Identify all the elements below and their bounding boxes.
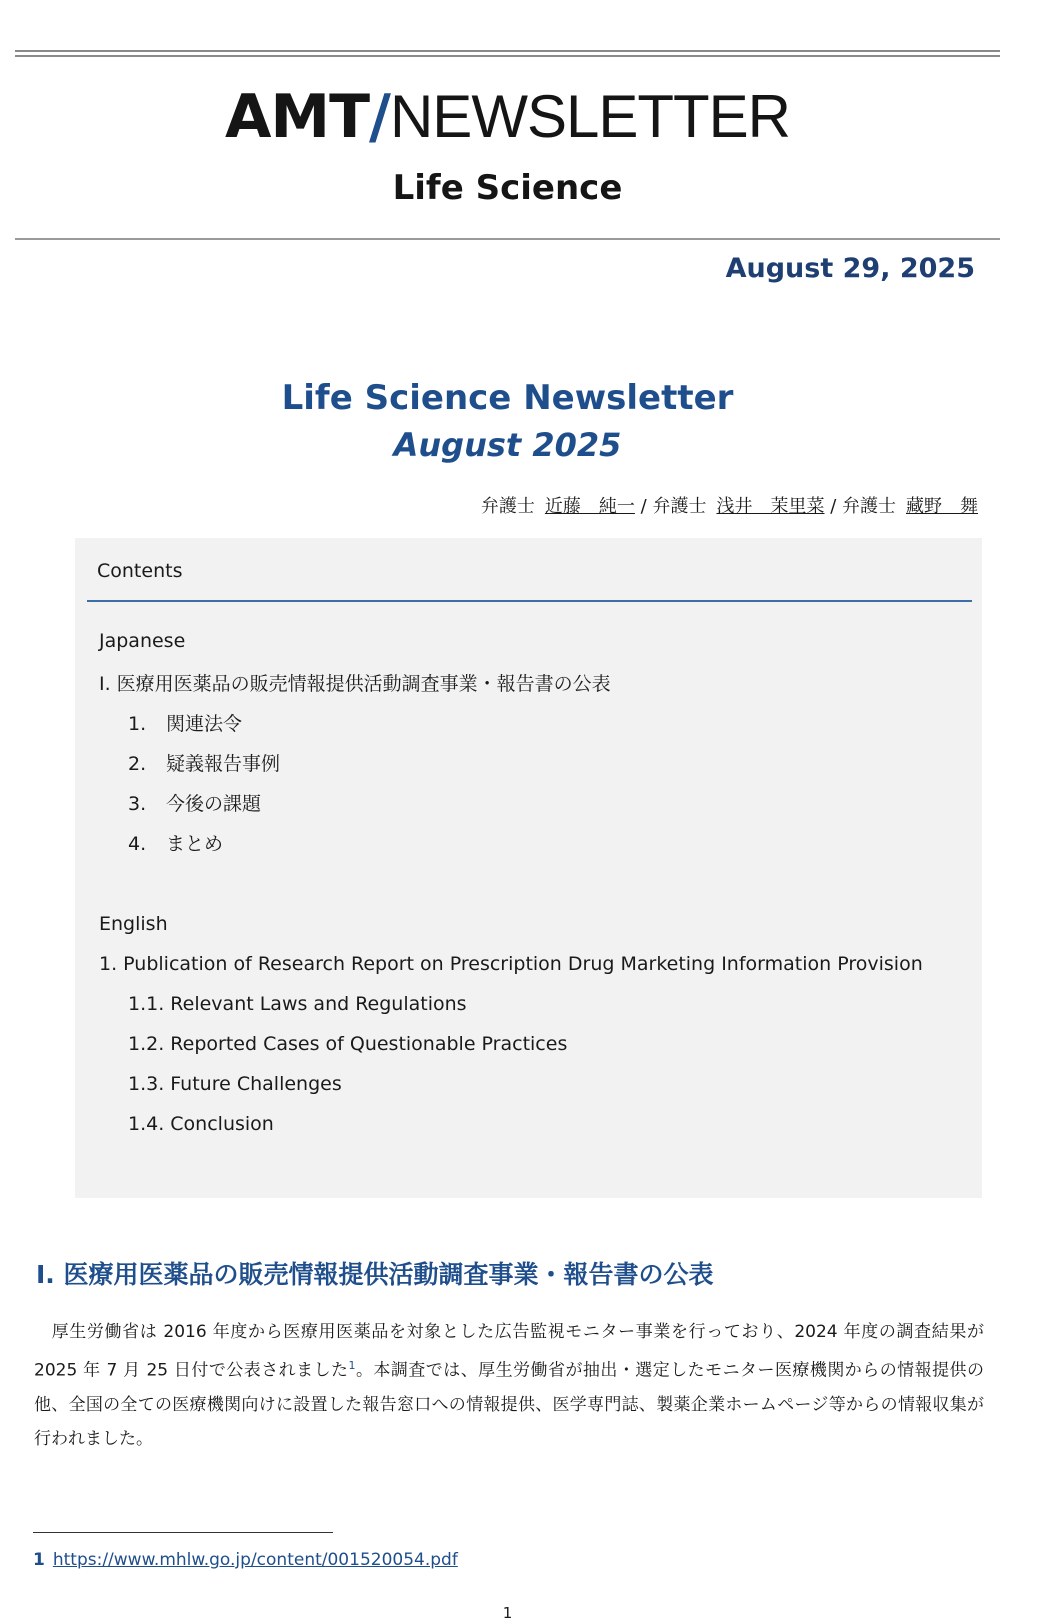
toc-english-item-link[interactable]: 1.2. Reported Cases of Questionable Practices — [128, 1033, 568, 1055]
author-name-link[interactable]: 近藤 純一 — [544, 496, 635, 517]
masthead-publication: NEWSLETTER — [389, 83, 791, 150]
footnote — [33, 1550, 458, 1570]
header-rule — [15, 238, 1000, 240]
toc-japanese-label: Japanese — [99, 630, 186, 652]
toc-english-label: English — [99, 913, 168, 935]
toc-english-item-link[interactable]: 1.4. Conclusion — [128, 1113, 274, 1135]
section-heading: Ⅰ. 医療用医薬品の販売情報提供活動調査事業・報告書の公表 — [36, 1260, 714, 1289]
header-double-rule-bottom — [15, 55, 1000, 57]
author-separator: / — [830, 496, 837, 517]
author-title: 弁護士 — [842, 496, 896, 517]
toc-japanese-item-link[interactable]: 2. 疑義報告事例 — [128, 753, 281, 775]
toc-heading: Contents — [97, 560, 183, 582]
footnote-url-link[interactable]: https://www.mhlw.go.jp/content/001520054.pdf — [52, 1550, 458, 1570]
footnote-reference-link[interactable]: 1 — [348, 1359, 356, 1372]
toc-english-item-link[interactable]: 1.1. Relevant Laws and Regulations — [128, 993, 467, 1015]
footnote-number: 1 — [33, 1550, 45, 1570]
toc-japanese-item-link[interactable]: 1. 関連法令 — [128, 713, 243, 735]
toc-japanese-item-link[interactable]: 4. まとめ — [128, 833, 224, 855]
masthead-slash: / — [369, 82, 390, 152]
newsletter-title: Life Science Newsletter — [281, 378, 734, 418]
masthead-brand: AMT — [224, 82, 370, 152]
author-title: 弁護士 — [652, 496, 707, 517]
page-number: 1 — [502, 1604, 513, 1622]
masthead-logo — [0, 82, 1015, 152]
table-of-contents — [75, 538, 982, 1198]
author-line — [481, 492, 978, 518]
toc-japanese-item-link[interactable]: 3. 今後の課題 — [128, 793, 262, 815]
toc-english-section-link[interactable]: 1. Publication of Research Report on Prescription Drug Marketing Information Provision — [99, 953, 923, 975]
header-double-rule-top — [15, 50, 1000, 52]
author-title: 弁護士 — [480, 496, 535, 517]
author-name-link[interactable]: 藏野 舞 — [906, 496, 978, 517]
issue-date: August 29, 2025 — [725, 253, 975, 284]
section-paragraph: 厚生労働省は 2016 年度から医療用医薬品を対象とした広告監視モニター事業を行っており、2024 年度の調査結果が 2025 年 7 月 25 日付で公表されました$^1$。本調査では、厚生労働省が抽出・選定したモニター医療機関からの情報提供の他、全国の全ての医療機関向けに設置した報告窓口への情報提供、医学専門誌、製薬企業ホームページ等からの情報収集が行われました。 — [34, 1322, 984, 1449]
practice-area-title: Life Science — [392, 168, 623, 208]
author-separator: / — [640, 496, 647, 517]
newsletter-month: August 2025 — [393, 426, 622, 464]
toc-english-item-link[interactable]: 1.3. Future Challenges — [128, 1073, 342, 1095]
author-name-link[interactable]: 浅井 茉里菜 — [716, 496, 825, 517]
toc-divider — [87, 600, 972, 602]
toc-japanese-section-link[interactable]: Ⅰ. 医療用医薬品の販売情報提供活動調査事業・報告書の公表 — [99, 673, 611, 695]
footnote-separator — [33, 1532, 333, 1533]
